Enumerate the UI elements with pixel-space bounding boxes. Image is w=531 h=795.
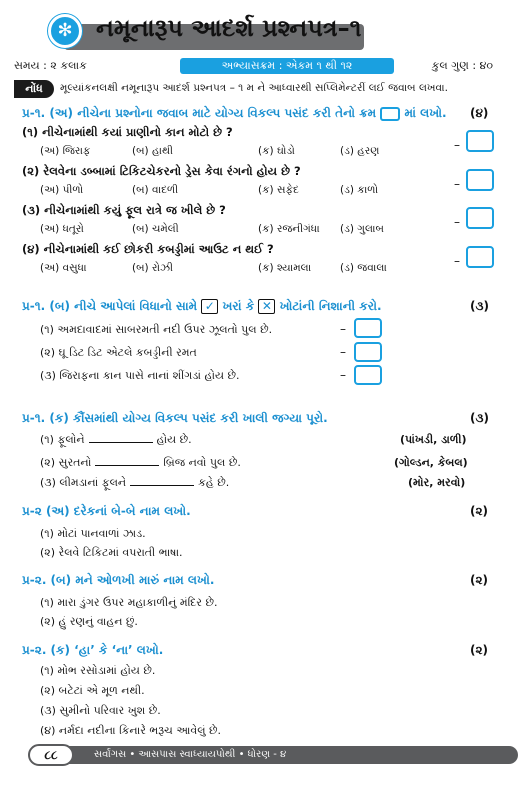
q2c-marks: (૨) <box>470 643 489 657</box>
footer-text: સર્વાંગસ • આસપાસ સ્વાધ્યાયપોથી • ધોરણ - ૪ <box>48 746 518 764</box>
q1c-hint-1: (પાંખડી, ડાળી) <box>400 433 467 446</box>
option: (ક) રજનીગંધા <box>258 223 320 235</box>
q2b-item-2: (૨) હું રણનું વાહન છું. <box>40 615 138 628</box>
note-row <box>14 80 517 98</box>
cross-icon: ✕ <box>258 299 275 314</box>
q1b-item-2: (૨) ઘૂ ડિટ ડિટ એટલે કબડ્ડીની રમત <box>40 346 197 359</box>
true-false-box-2[interactable] <box>354 342 382 362</box>
option: (બ) હાથી <box>132 145 174 157</box>
q2a-marks: (૨) <box>470 504 489 518</box>
option: (બ) ચમેલી <box>132 223 179 235</box>
q2b-marks: (૨) <box>470 573 489 587</box>
option: (ક) ઘોડો <box>258 145 295 157</box>
q2c-item-3: (૩) સુમીનો પરિવાર ખુશ છે. <box>40 704 161 717</box>
page-footer <box>0 744 531 766</box>
star-icon: ✻ <box>48 14 82 48</box>
q2c-title: પ્ર-૨. (ક) ‘હા’ કે ‘ના’ લખો. <box>22 643 164 657</box>
option: (ડ) હરણ <box>340 145 380 157</box>
option: (અ) વસુધા <box>40 262 87 274</box>
answer-box-1[interactable] <box>466 130 494 152</box>
total-marks-label: કુલ ગુણ : ૪૦ <box>431 59 493 72</box>
answer-box-2[interactable] <box>466 169 494 191</box>
q2a-title: પ્ર-૨ (અ) દરેકનાં બે-બે નામ લખો. <box>22 504 191 518</box>
fill-blank[interactable] <box>130 485 194 486</box>
q1a-question-4: (૪) નીચેનામાંથી કઈ છોકરી કબડ્ડીમાં આઉટ ન થઈ ? <box>22 242 274 256</box>
q2a-item-2: (૨) રેલવે ટિકિટમાં વપરાતી ભાષા. <box>40 546 183 559</box>
page-title: નમૂનારૂપ આદર્શ પ્રશ્નપત્ર–૧ <box>96 14 362 42</box>
note-text: મૂલ્યાંકનલક્ષી નમૂનારૂપ આદર્શ પ્રશ્નપત્ર – ૧ મ ને આધ્વારથી સપ્લિમેન્ટરીં લઈ જવાબ લખવા. <box>60 82 448 94</box>
dash: – <box>454 177 460 191</box>
page-number: ૮૮ <box>28 744 74 766</box>
note-tag: નોંધ <box>14 80 54 98</box>
dash: – <box>454 138 460 152</box>
time-label: સમય : ૨ કલાક <box>14 59 87 72</box>
option: (ડ) ગુલાબ <box>340 223 384 235</box>
q1a-question-3: (૩) નીચેનામાંથી કયું ફૂલ રાત્રે જ ખીલે છે ? <box>22 203 226 217</box>
option: (ક) સફેદ <box>258 184 299 196</box>
q1a-marks: (૪) <box>470 106 489 120</box>
option: (બ) રોઝી <box>132 262 174 274</box>
option: (અ) ધતૂરો <box>40 223 84 235</box>
q1c-item-3: (૩) લીમડાનાં ફૂલને કહે છે. <box>40 476 230 489</box>
true-false-box-3[interactable] <box>354 365 382 385</box>
q1b-marks: (૩) <box>470 299 489 313</box>
option: (ડ) જવાલા <box>340 262 387 274</box>
q1c-item-2: (૨) સુરતનો બ્રિજ નવો પુલ છે. <box>40 456 241 469</box>
dash: – <box>454 215 460 229</box>
fill-blank[interactable] <box>95 465 159 466</box>
q1a-title: પ્ર-૧. (અ) નીચેના પ્રશ્નોના જવાબ માટે યોગ્ય વિકલ્પ પસંદ કરી તેનો ક્રમ માં લખો. <box>22 106 447 120</box>
q2c-item-1: (૧) મોભ રસોડામાં હોય છે. <box>40 664 156 677</box>
answer-box-sample <box>380 107 400 121</box>
option: (અ) જિરાફ <box>40 145 91 157</box>
fill-blank[interactable] <box>89 442 153 443</box>
q2b-title: પ્ર-૨. (બ) મને ઓળખી મારું નામ લખો. <box>22 573 215 587</box>
dash: – <box>454 254 460 268</box>
q1c-item-1: (૧) ફૂલોને હોય છે. <box>40 433 192 446</box>
option: (બ) વાદળી <box>132 184 179 196</box>
option: (ક) શ્યામલા <box>258 262 312 274</box>
q2b-item-1: (૧) મારા ડુંગર ઉપર મહાકાળીનું મંદિર છે. <box>40 596 218 609</box>
answer-box-4[interactable] <box>466 246 494 268</box>
dash: – <box>340 368 346 382</box>
q1c-title: પ્ર-૧. (ક) કૌંસમાંથી યોગ્ય વિકલ્પ પસંદ કરી ખાલી જગ્યા પૂરો. <box>22 411 328 425</box>
meta-bar <box>14 58 517 74</box>
dash: – <box>340 345 346 359</box>
q2a-item-1: (૧) મોટાં પાનવાળાં ઝાડ. <box>40 527 146 540</box>
q1b-item-1: (૧) અમદાવાદમાં સાબરમતી નદી ઉપર ઝૂલતો પુલ છે. <box>40 323 273 336</box>
q1b-title: પ્ર-૧. (બ) નીચે આપેલાં વિધાનો સામે ✓ ખરાં કે ✕ ખોટાંની નિશાની કરો. <box>22 299 382 313</box>
true-false-box-1[interactable] <box>354 318 382 338</box>
q1c-hint-3: (મોર, મરવો) <box>408 476 466 489</box>
option: (અ) પીળો <box>40 184 84 196</box>
tick-icon: ✓ <box>201 299 218 314</box>
option: (ડ) કાળો <box>340 184 379 196</box>
q1b-item-3: (૩) જિરાફના કાન પાસે નાનાં શીંગડાં હોય છે. <box>40 369 240 382</box>
q1c-hint-2: (ગોલ્ડન, કેબલ) <box>394 456 468 469</box>
q2c-item-4: (૪) નર્મદા નદીના કિનારે ભરૂચ આવેલું છે. <box>40 724 222 737</box>
q1a-question-2: (૨) રેલવેના ડબ્બામાં ટિકિટચેકરનો ડ્રેસ કેવા રંગનો હોય છે ? <box>22 164 301 178</box>
answer-box-3[interactable] <box>466 207 494 229</box>
q1a-question-1: (૧) નીચેનામાંથી કયાં પ્રાણીનો કાન મોટો છે ? <box>22 125 233 139</box>
syllabus-label: અભ્યાસક્રમ : એકમ ૧ થી ૧૨ <box>180 58 394 74</box>
dash: – <box>340 322 346 336</box>
q2c-item-2: (૨) બટેટાં એ મૂળ નથી. <box>40 684 145 697</box>
q1c-marks: (૩) <box>470 411 489 425</box>
